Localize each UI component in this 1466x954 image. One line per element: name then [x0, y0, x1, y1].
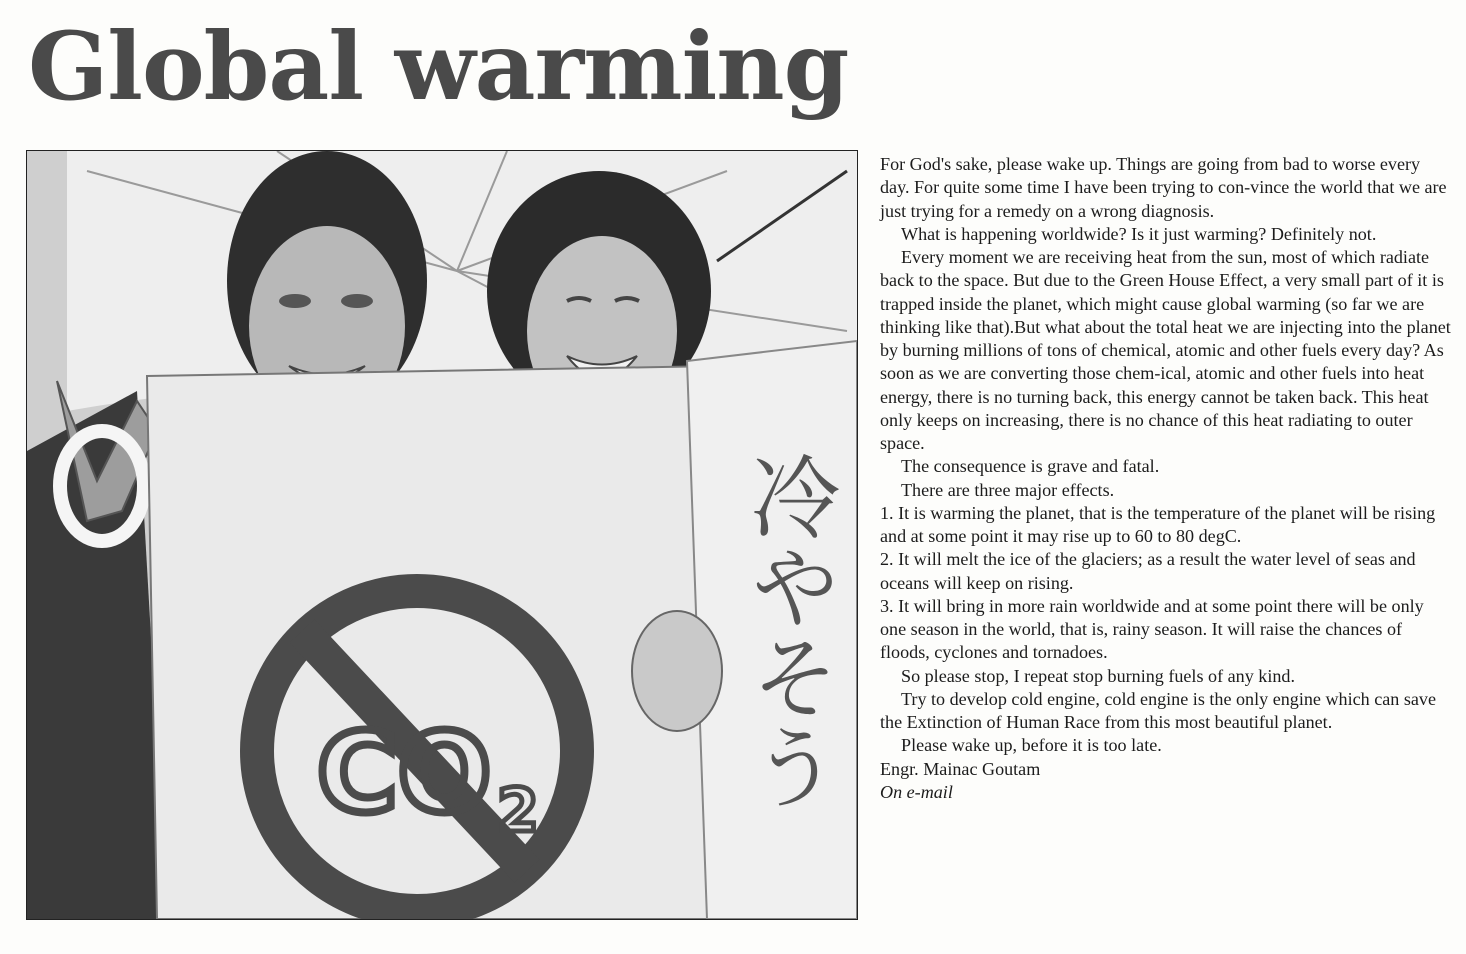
paragraph: For God's sake, please wake up. Things are going from bad to worse every day. For quite some time I have been trying to con-vince the world that we are just trying for a remedy on a wrong diagnosis.	[880, 154, 1447, 221]
author-signature: Engr. Mainac Goutam	[880, 758, 1041, 779]
paragraph: There are three major effects.	[901, 479, 1115, 500]
letter-article	[880, 153, 1452, 804]
source-note: On e-mail	[880, 781, 953, 802]
svg-text:2: 2	[497, 776, 539, 846]
svg-text:冷やそう: 冷やそう	[734, 451, 840, 811]
headline: Global warming	[28, 12, 849, 122]
paragraph: Please wake up, before it is too late.	[901, 735, 1162, 756]
paragraph: 2. It will melt the ice of the glaciers; as a result the water level of seas and oceans will keep on rising.	[880, 549, 1416, 593]
paragraph: What is happening worldwide? Is it just warming? Definitely not.	[901, 223, 1377, 244]
protest-photo	[26, 150, 858, 920]
paragraph: 3. It will bring in more rain worldwide and at some point there will be only one season in the world, that is, rainy season. It will raise the chances of floods, cyclones and tornadoes.	[880, 595, 1424, 663]
side-sign	[687, 341, 857, 919]
paragraph: So please stop, I repeat stop burning fuels of any kind.	[901, 665, 1295, 686]
paragraph: 1. It is warming the planet, that is the temperature of the planet will be rising and at some point it may rise up to 60 to 80 degC.	[880, 502, 1436, 546]
paragraph: The consequence is grave and fatal.	[901, 456, 1160, 477]
paragraph: Try to develop cold engine, cold engine is the only engine which can save the Extinction of Human Race from this most beautiful planet.	[880, 688, 1436, 732]
svg-text:CO: CO	[317, 709, 492, 837]
paragraph: Every moment we are receiving heat from the sun, most of which radiate back to the space. But due to the Green House Effect, a very small part of it is trapped inside the planet, which might cause global warming (so far we are thinking like that).But what about the total heat we are injecting into the planet by burning millions of tons of chemical, atomic and other fuels every day? As soon as we are converting those chem-ical, atomic and other fuels into heat energy, there is no turning back, this energy cannot be taken back. This heat only keeps on increasing, there is no chance of this heat radiating to outer space.	[880, 247, 1451, 453]
